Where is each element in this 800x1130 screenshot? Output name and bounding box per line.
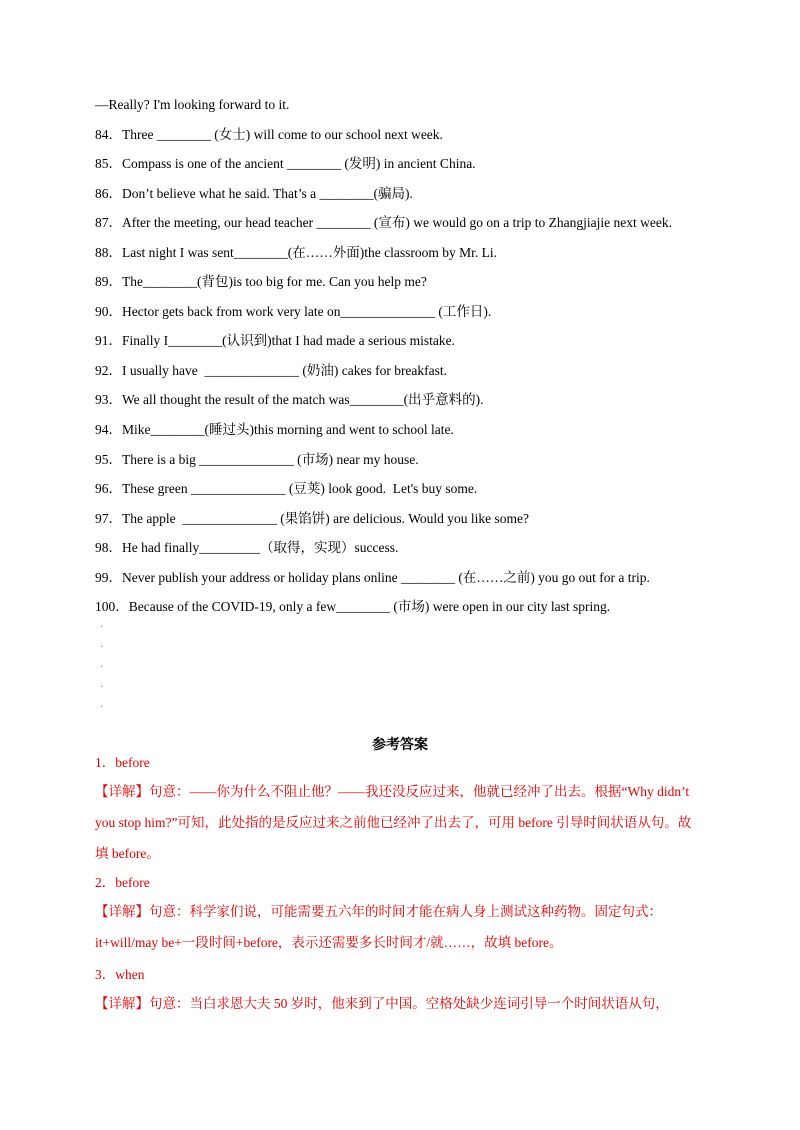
answer-label: 3．when bbox=[95, 967, 145, 982]
question-item: 95．There is a big ______________ (市场) near my house. bbox=[95, 452, 419, 467]
intro-line: —Really? I'm looking forward to it. bbox=[95, 97, 290, 112]
paragraph-mark: · bbox=[100, 622, 104, 633]
question-item: 93．We all thought the result of the match was________(出乎意料的). bbox=[95, 392, 484, 407]
answers-title: 参考答案 bbox=[372, 737, 428, 753]
answer-detail: 【详解】句意：科学家们说，可能需要五六年的时间才能在病人身上测试这种药物。固定句式：it+will/may be+一段时间+before，表示还需要多长时间才/就……，故填 before。 bbox=[95, 904, 662, 950]
question-item: 89．The________(背包)is too big for me. Can you help me? bbox=[95, 274, 427, 289]
paragraph-mark: · bbox=[100, 662, 104, 673]
question-item: 91．Finally I________(认识到)that I had made a serious mistake. bbox=[95, 333, 455, 348]
question-item: 86．Don’t believe what he said. That’s a ________(骗局). bbox=[95, 186, 413, 201]
answer-label: 1．before bbox=[95, 755, 150, 770]
question-item: 98．He had finally_________（取得，实现）success. bbox=[95, 540, 399, 555]
paragraph-mark: · bbox=[100, 642, 104, 653]
paragraph-mark: · bbox=[100, 682, 104, 693]
question-item: 99．Never publish your address or holiday plans online ________ (在……之前) you go out for a trip. bbox=[95, 570, 650, 585]
question-item: 84．Three ________ (女士) will come to our school next week. bbox=[95, 127, 443, 142]
answer-detail: 【详解】句意：当白求恩大夫 50 岁时，他来到了中国。空格处缺少连词引导一个时间状语从句， bbox=[95, 996, 669, 1011]
question-item: 90．Hector gets back from work very late on______________ (工作日). bbox=[95, 304, 492, 319]
question-item: 96．These green ______________ (豆荚) look good. Let's buy some. bbox=[95, 481, 478, 496]
question-item: 85．Compass is one of the ancient ________ (发明) in ancient China. bbox=[95, 156, 476, 171]
question-item: 88．Last night I was sent________(在……外面)the classroom by Mr. Li. bbox=[95, 245, 497, 260]
question-item: 94．Mike________(睡过头)this morning and went to school late. bbox=[95, 422, 454, 437]
question-item: 87．After the meeting, our head teacher ________ (宣布) we would go on a trip to Zhangjiajie next week. bbox=[95, 215, 672, 230]
question-item: 97．The apple ______________ (果馅饼) are delicious. Would you like some? bbox=[95, 511, 529, 526]
question-item: 92．I usually have ______________ (奶油) cakes for breakfast. bbox=[95, 363, 448, 378]
answer-detail: 【详解】句意：——你为什么不阻止他？——我还没反应过来，他就已经冲了出去。根据“Why didn’t you stop him?”可知，此处指的是反应过来之前他已经冲了出去了，可用 before 引导时间状语从句。故填 before。 bbox=[95, 784, 692, 861]
answer-label: 2．before bbox=[95, 875, 150, 890]
paragraph-mark: · bbox=[100, 702, 104, 713]
question-item: 100．Because of the COVID-19, only a few________ (市场) were open in our city last spring. bbox=[95, 599, 611, 614]
